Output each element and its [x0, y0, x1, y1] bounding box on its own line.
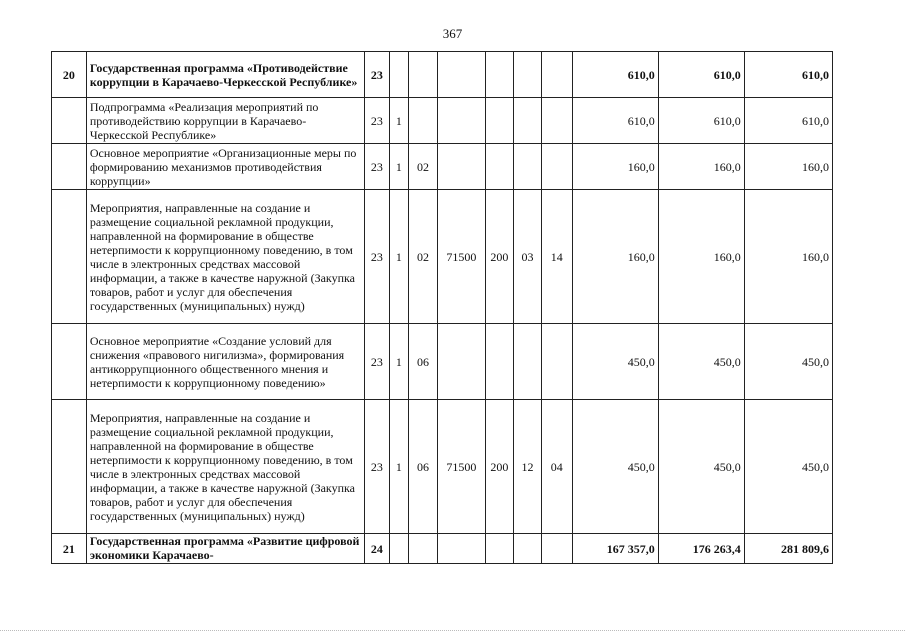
code-direction: 71500 [438, 400, 485, 534]
sum-year-2: 450,0 [658, 400, 744, 534]
code-section [514, 144, 542, 190]
sum-year-1: 450,0 [572, 324, 658, 400]
code-activity [408, 534, 438, 564]
code-subsection [541, 144, 572, 190]
row-number [52, 190, 87, 324]
sum-year-3: 450,0 [744, 400, 832, 534]
code-subsection [541, 534, 572, 564]
sum-year-2: 610,0 [658, 98, 744, 144]
budget-table [51, 51, 833, 564]
sum-year-2: 160,0 [658, 144, 744, 190]
row-number: 21 [52, 534, 87, 564]
table-row [52, 324, 833, 400]
table-row [52, 52, 833, 98]
code-section [514, 98, 542, 144]
sum-year-3: 160,0 [744, 144, 832, 190]
sum-year-1: 610,0 [572, 52, 658, 98]
code-subprogram: 1 [390, 324, 408, 400]
code-section [514, 324, 542, 400]
sum-year-1: 160,0 [572, 144, 658, 190]
code-expense-type [485, 52, 514, 98]
table-row [52, 190, 833, 324]
code-program: 23 [364, 144, 390, 190]
code-expense-type [485, 98, 514, 144]
sum-year-2: 176 263,4 [658, 534, 744, 564]
code-program: 24 [364, 534, 390, 564]
code-program: 23 [364, 98, 390, 144]
code-activity [408, 98, 438, 144]
code-expense-type: 200 [485, 190, 514, 324]
sum-year-3: 281 809,6 [744, 534, 832, 564]
row-name: Подпрограмма «Реализация мероприятий по противодействию коррупции в Карачаево-Черкесской Республике» [86, 98, 364, 144]
code-direction [438, 534, 485, 564]
code-activity [408, 52, 438, 98]
code-subsection: 04 [541, 400, 572, 534]
code-activity: 02 [408, 190, 438, 324]
code-direction [438, 144, 485, 190]
code-subprogram: 1 [390, 144, 408, 190]
code-expense-type [485, 324, 514, 400]
code-activity: 06 [408, 324, 438, 400]
code-subsection [541, 98, 572, 144]
sum-year-2: 450,0 [658, 324, 744, 400]
table-row [52, 98, 833, 144]
code-subprogram: 1 [390, 190, 408, 324]
sum-year-1: 610,0 [572, 98, 658, 144]
code-section: 12 [514, 400, 542, 534]
sum-year-3: 450,0 [744, 324, 832, 400]
code-program: 23 [364, 52, 390, 98]
row-name: Основное мероприятие «Создание условий для снижения «правового нигилизма», формирования антикоррупционного общественного мнения и нетерпимости к коррупционному поведению» [86, 324, 364, 400]
sum-year-1: 450,0 [572, 400, 658, 534]
code-direction [438, 98, 485, 144]
scan-edge-divider [0, 630, 905, 631]
table-row [52, 144, 833, 190]
code-direction: 71500 [438, 190, 485, 324]
row-name: Государственная программа «Противодействие коррупции в Карачаево-Черкесской Республике» [86, 52, 364, 98]
row-number: 20 [52, 52, 87, 98]
row-name: Государственная программа «Развитие цифровой экономики Карачаево- [86, 534, 364, 564]
code-activity: 02 [408, 144, 438, 190]
code-subsection [541, 52, 572, 98]
code-section [514, 534, 542, 564]
code-direction [438, 52, 485, 98]
code-subprogram: 1 [390, 98, 408, 144]
code-expense-type [485, 534, 514, 564]
row-name: Мероприятия, направленные на создание и размещение социальной рекламной продукции, направленной на формирование в обществе нетерпимости к коррупционному поведению, в том числе в электронных средствах массовой информации, а также в качестве наружной (Закупка товаров, работ и услуг для обеспечения государственных (муниципальных) нужд) [86, 400, 364, 534]
table-row [52, 400, 833, 534]
code-subsection: 14 [541, 190, 572, 324]
code-section: 03 [514, 190, 542, 324]
sum-year-2: 160,0 [658, 190, 744, 324]
row-name: Основное мероприятие «Организационные меры по формированию механизмов противодействия коррупции» [86, 144, 364, 190]
row-name: Мероприятия, направленные на создание и размещение социальной рекламной продукции, направленной на формирование в обществе нетерпимости к коррупционному поведению, в том числе в электронных средствах массовой информации, а также в качестве наружной (Закупка товаров, работ и услуг для обеспечения государственных (муниципальных) нужд) [86, 190, 364, 324]
code-program: 23 [364, 324, 390, 400]
code-activity: 06 [408, 400, 438, 534]
code-subprogram [390, 534, 408, 564]
page-number: 367 [442, 26, 463, 41]
sum-year-3: 610,0 [744, 98, 832, 144]
sum-year-3: 610,0 [744, 52, 832, 98]
code-direction [438, 324, 485, 400]
sum-year-2: 610,0 [658, 52, 744, 98]
code-expense-type: 200 [485, 400, 514, 534]
code-subsection [541, 324, 572, 400]
sum-year-3: 160,0 [744, 190, 832, 324]
code-subprogram [390, 52, 408, 98]
table-row [52, 534, 833, 564]
row-number [52, 324, 87, 400]
code-expense-type [485, 144, 514, 190]
code-subprogram: 1 [390, 400, 408, 534]
row-number [52, 400, 87, 534]
code-section [514, 52, 542, 98]
sum-year-1: 160,0 [572, 190, 658, 324]
code-program: 23 [364, 400, 390, 534]
row-number [52, 144, 87, 190]
code-program: 23 [364, 190, 390, 324]
sum-year-1: 167 357,0 [572, 534, 658, 564]
row-number [52, 98, 87, 144]
